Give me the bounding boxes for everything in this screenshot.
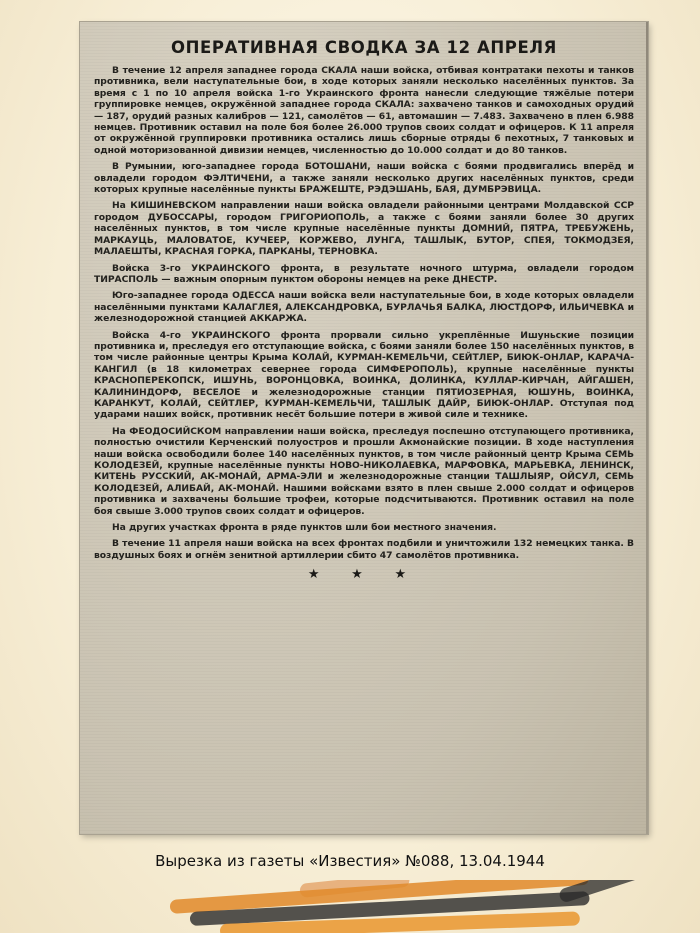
clipping-paragraph: Войска 3-го УКРАИНСКОГО фронта, в результате ночного штурма, овладели городом ТИРАСПОЛЬ — важным опорным пунктом обороны немцев на реке ДНЕСТР. [94, 262, 634, 285]
clipping-paragraph: В Румынии, юго-западнее города БОТОШАНИ, наши войска с боями продвигались вперёд и овладели городом ФЭЛТИЧЕНИ, а также заняли несколько других населённых пунктов, среди которых крупные населённые пункты БРАЖЕШТЕ, РЭДЭШАНЬ, БАЯ, ДУМБРЭВИЦА. [94, 161, 634, 196]
clipping-edge [646, 22, 648, 834]
clipping-paragraph: В течение 12 апреля западнее города СКАЛА наши войска, отбивая контратаки пехоты и танков противника, вели наступательные бои, в ходе которых заняли несколько населённых пунктов. За время с 1 по 10 апреля войска 1-го Украинского фронта нанесли следующие тяжёлые потери группировке немцев, окружённой западнее города СКАЛА: захвачено танков и самоходных орудий — 187, орудий разных калибров — 121, самолётов — 61, автомашин — 7.483. Захвачено в плен 6.988 немцев. Противник оставил на поле боя более 26.000 трупов своих солдат и офицеров. К 11 апреля от окружённой группировки противника остались лишь сборные отряды 6 пехотных, 7 танковых и одной моторизованной дивизии немцев, численностью до 10.000 солдат и до 80 танков. [94, 65, 634, 156]
image-caption: Вырезка из газеты «Известия» №088, 13.04.1944 [155, 852, 545, 870]
clipping-paragraph: В течение 11 апреля наши войска на всех фронтах подбили и уничтожили 132 немецких танка. В воздушных боях и огнём зенитной артиллерии сбито 47 самолётов противника. [94, 538, 634, 561]
st-george-ribbon-decoration [0, 880, 700, 933]
clipping-headline: ОПЕРАТИВНАЯ СВОДКА ЗА 12 АПРЕЛЯ [171, 38, 557, 57]
clipping-paragraph: На ФЕОДОСИЙСКОМ направлении наши войска, преследуя поспешно отступающего противника, полностью очистили Керченский полуостров и прошли Акмонайские позиции. В ходе наступления наши войска освободили более 140 населённых пунктов, в том числе районный центр Крыма СЕМЬ КОЛОДЕЗЕЙ, крупные населённые пункты НОВО-НИКОЛАЕВКА, МАРФОВКА, МАРЬЕВКА, ЛЕНИНСК, КИТЕНЬ РУССКИЙ, АК-МОНАЙ, АРМА-ЭЛИ и железнодорожные станции ТАШЛЫЯР, ОЙСУЛ, СЕМЬ КОЛОДЕЗЕЙ, АЛИБАЙ, АК-МОНАЙ. Нашими войсками взято в плен свыше 2.000 солдат и офицеров противника и захвачены большие трофеи, которые подсчитываются. Противник оставил на поле боя свыше 3.000 трупов своих солдат и офицеров. [94, 425, 634, 517]
clipping-paragraph: На КИШИНЕВСКОМ направлении наши войска овладели районными центрами Молдавской ССР городом ДУБОССАРЫ, городом ГРИГОРИОПОЛЬ, а также с боями заняли более 30 других населённых пунктов, в том числе крупные населённые пункты ДОМНИЙ, ПЯТРА, ТРЕБУЖЕНЬ, МАРКАУЦЬ, МАЛОВАТОЕ, КУЧЕЕР, КОРЖЕВО, ЛУНГА, ТАШЛЫК, БУТОР, СПЕЯ, ТОКМОДЗЕЯ, МАЛАЕШТЫ, КРАСНАЯ ГОРКА, ПАРКАНЫ, ТЕРНОВКА. [94, 200, 634, 258]
clipping-paragraph: Войска 4-го УКРАИНСКОГО фронта прорвали сильно укреплённые Ишуньские позиции противника и, преследуя его отступающие войска, с боями заняли более 150 населённых пунктов, в том числе районные центры Крыма КОЛАЙ, КУРМАН-КЕМЕЛЬЧИ, СЕЙТЛЕР, БИЮК-ОНЛАР, КАРАЧА-КАНГИЛ (в 18 километрах севернее города СИМФЕРОПОЛЬ), крупные населённые пункты КРАСНОПЕРЕКОПСК, ИШУНЬ, ВОРОНЦОВКА, ВОИНКА, ДОЛИНКА, КУЛЛАР-КИРЧАН, АЙГАШЕН, КАЛИНИНДОРФ, ВЕСЕЛОЕ и железнодорожные станции ПЯТИОЗЕРНАЯ, ЮШУНЬ, ВОИНКА, КАРАНКУТ, КОЛАЙ, СЕЙТЛЕР, КУРМАН-КЕМЕЛЬЧИ, ТАШЛЫК ДАЙР, БИЮК-ОНЛАР. Отступая под ударами наших войск, противник несёт большие потери в живой силе и технике. [94, 329, 634, 421]
newspaper-clipping [80, 22, 648, 834]
clipping-paragraph: Юго-западнее города ОДЕССА наши войска вели наступательные бои, в ходе которых овладели населёнными пунктами КАЛАГЛЕЯ, АЛЕКСАНДРОВКА, БУРЛАЧЬЯ БАЛКА, ЛЮСТДОРФ, ИЛЬИЧЕВКА и железнодорожной станцией АККАРЖА. [94, 290, 634, 325]
clipping-paragraph: На других участках фронта в ряде пунктов шли бои местного значения. [112, 522, 497, 534]
stars-divider: ★ ★ ★ [307, 566, 421, 582]
clipping-content [94, 32, 634, 826]
